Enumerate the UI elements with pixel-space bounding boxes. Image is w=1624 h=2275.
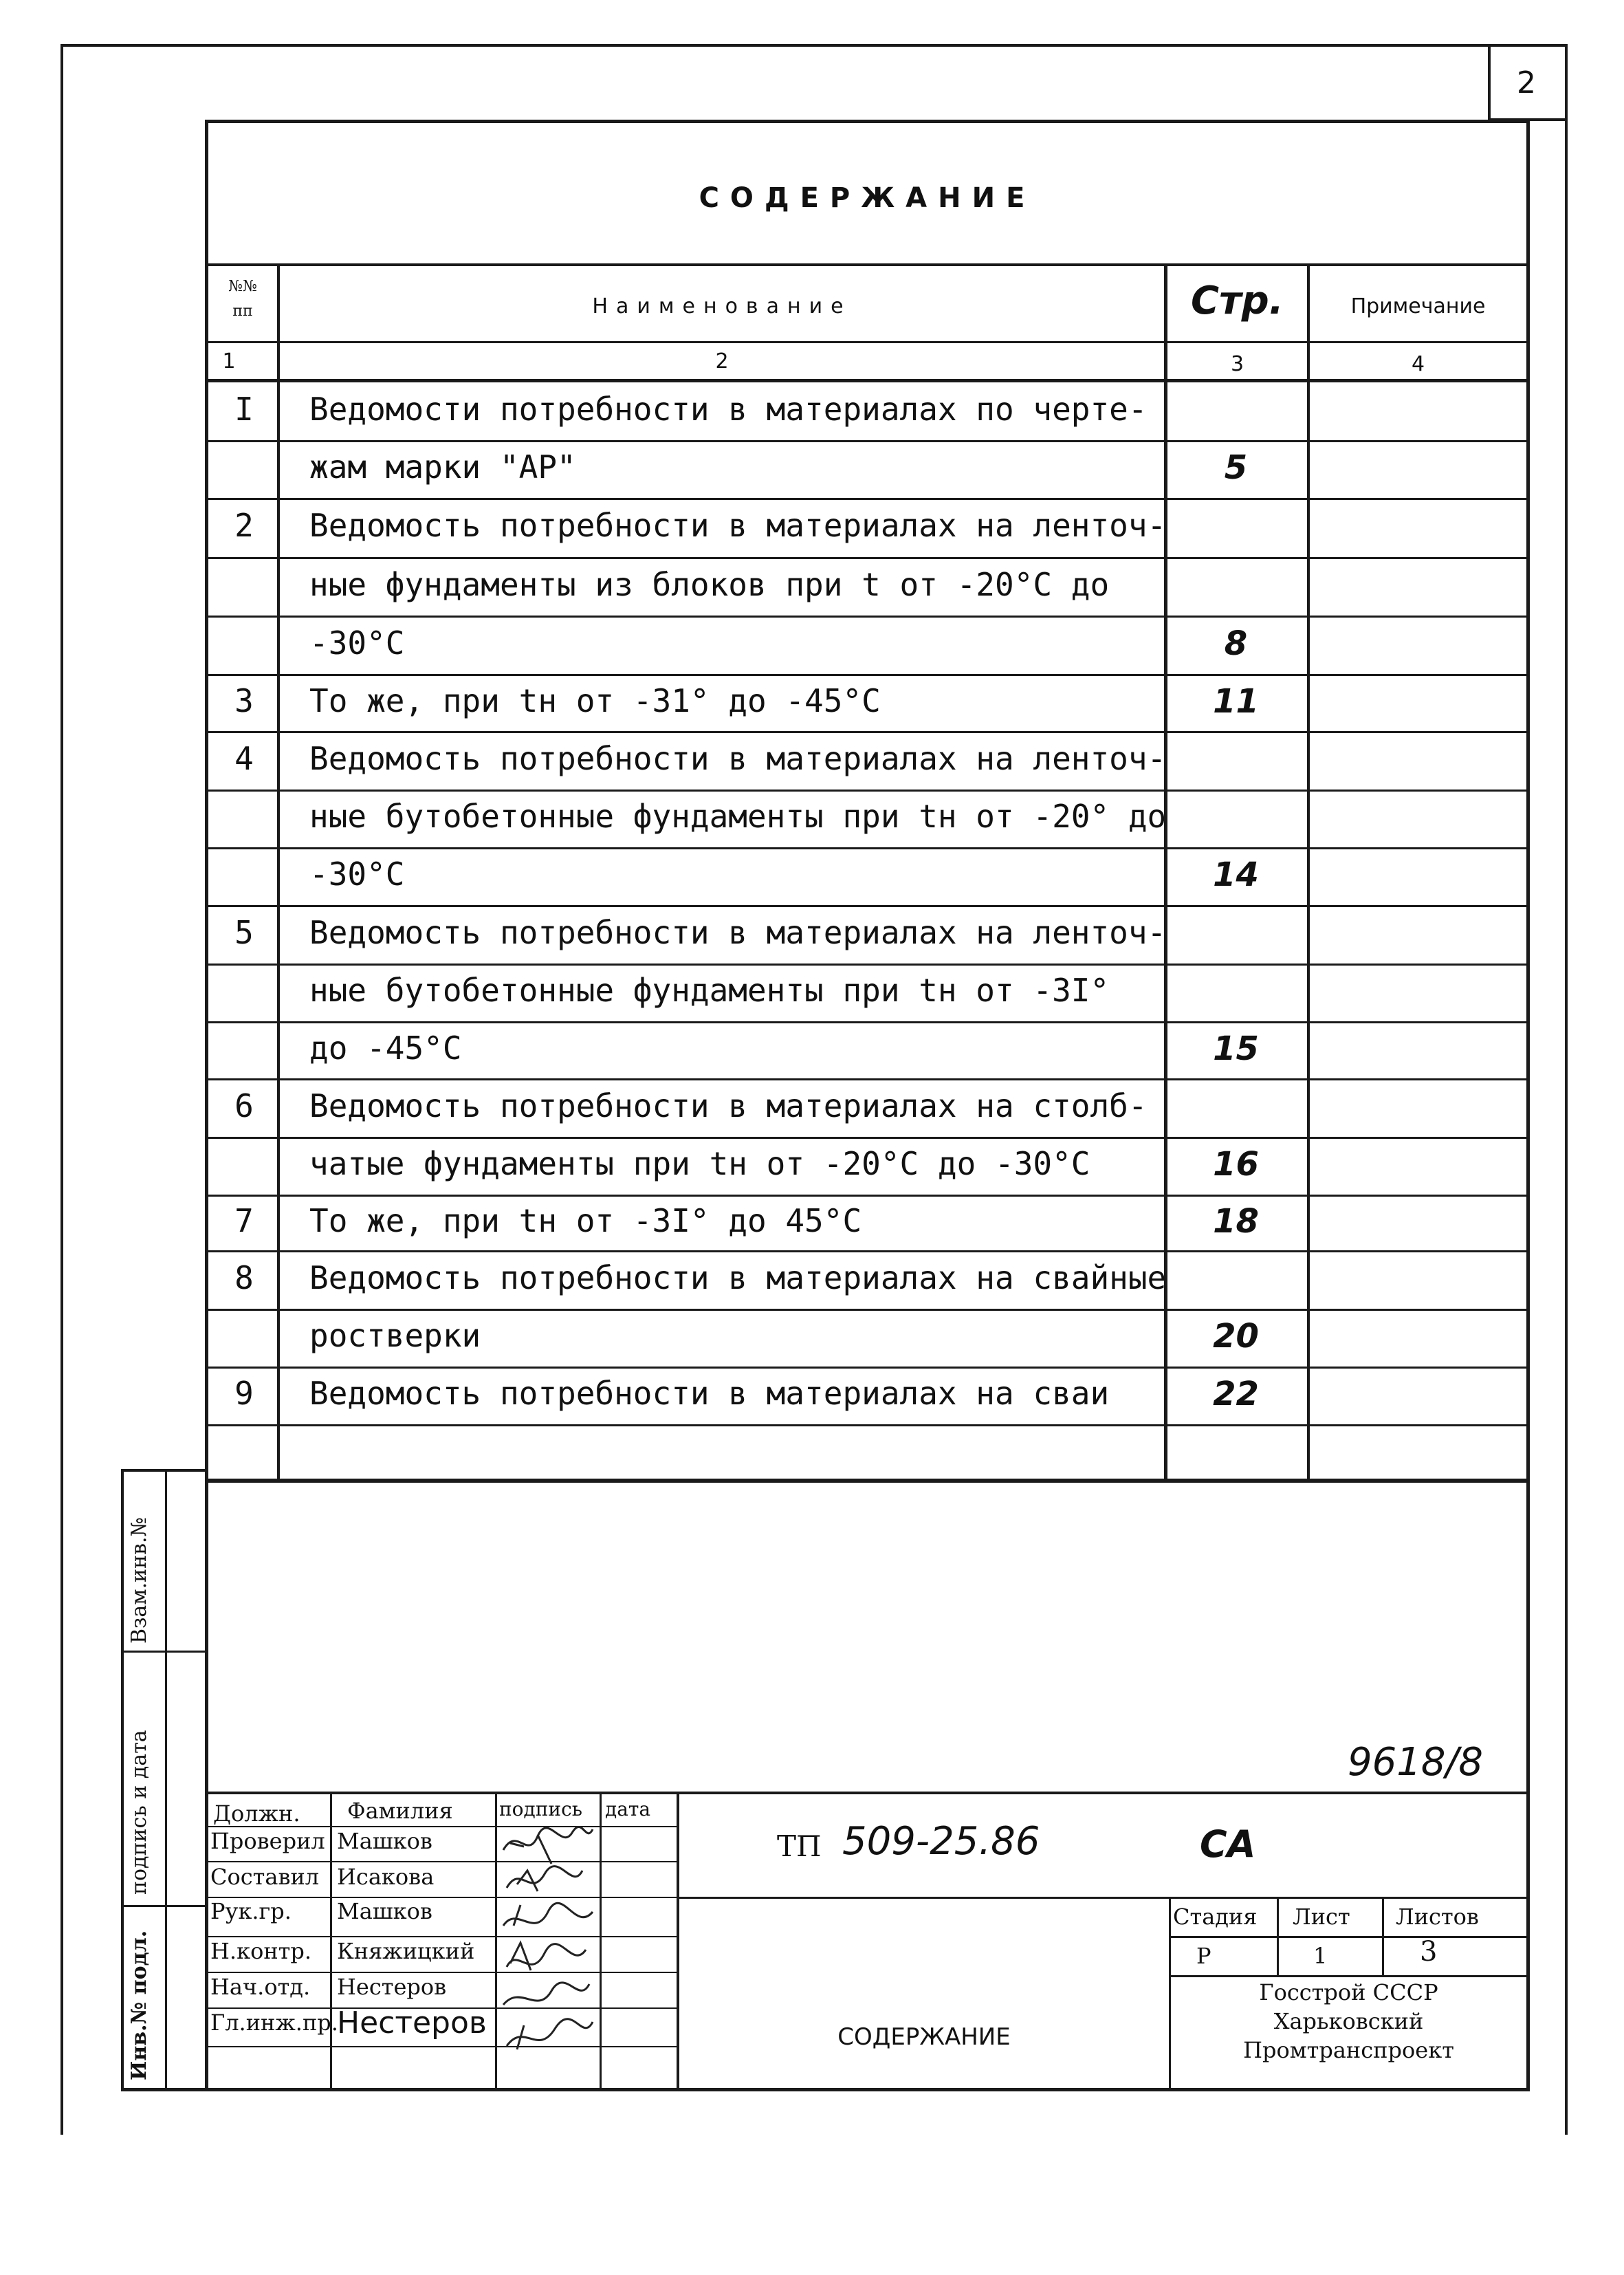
row-text: до -45°С bbox=[309, 1029, 462, 1067]
table-top-rule bbox=[205, 263, 1528, 266]
tb-stage-col-1 bbox=[1277, 1897, 1279, 1977]
tb-surname: Княжицкий bbox=[337, 1938, 475, 1964]
row-rule bbox=[205, 964, 1528, 966]
col-number-1: 1 bbox=[222, 349, 236, 373]
main-frame-left bbox=[205, 120, 208, 2091]
row-rule bbox=[205, 1250, 1528, 1252]
row-rule bbox=[205, 731, 1528, 733]
stage-value: Р bbox=[1196, 1943, 1211, 1969]
row-text: То же, при tн от -31° до -45°С bbox=[309, 682, 881, 719]
main-frame-top bbox=[205, 120, 1528, 123]
row-text: -30°С bbox=[309, 624, 405, 662]
org-line-2: Харьковский bbox=[1273, 2008, 1424, 2034]
sheet-title: СОДЕРЖАНИЕ bbox=[837, 2023, 1011, 2051]
tb-row-rule bbox=[208, 1861, 677, 1862]
row-text: Ведомости потребности в материалах по черте- bbox=[309, 391, 1148, 428]
row-page: 11 bbox=[1213, 682, 1259, 721]
row-page: 5 bbox=[1224, 448, 1248, 487]
tb-row-rule bbox=[208, 1972, 677, 1973]
page-number: 2 bbox=[1517, 65, 1536, 100]
side-stamp-rule-2 bbox=[121, 1905, 208, 1907]
header-name: Наименование bbox=[592, 294, 852, 318]
tb-surname: Машков bbox=[337, 1828, 432, 1854]
row-rule bbox=[205, 790, 1528, 792]
row-number: 6 bbox=[234, 1087, 254, 1124]
org-line-1: Госстрой СССР bbox=[1259, 1979, 1438, 2005]
row-text: жам марки "АР" bbox=[309, 448, 576, 486]
tb-header-signature: подпись bbox=[499, 1798, 583, 1820]
header-page: Стр. bbox=[1191, 279, 1284, 323]
row-rule bbox=[205, 498, 1528, 500]
row-text: Ведомость потребности в материалах на сваи bbox=[309, 1375, 1110, 1412]
row-rule bbox=[205, 1078, 1528, 1080]
tb-stage-col-2 bbox=[1382, 1897, 1384, 1977]
header-num-line2: пп bbox=[232, 303, 253, 320]
main-frame-right bbox=[1526, 120, 1530, 2091]
tb-surname: Машков bbox=[337, 1898, 432, 1924]
row-text: Ведомость потребности в материалах на ленточ- bbox=[309, 913, 1167, 951]
row-number: 9 bbox=[234, 1375, 254, 1412]
tb-role: Проверил bbox=[210, 1828, 325, 1854]
title-block-top bbox=[205, 1792, 1528, 1794]
tb-surname: Исакова bbox=[337, 1864, 435, 1890]
tb-header-position: Должн. bbox=[213, 1800, 300, 1827]
sheet-value: 1 bbox=[1313, 1943, 1328, 1969]
tb-surname: Нестеров bbox=[337, 2005, 487, 2040]
page-number-box-left bbox=[1488, 44, 1491, 120]
row-number: 5 bbox=[234, 913, 254, 951]
row-number: 7 bbox=[234, 1201, 254, 1239]
outer-frame-top bbox=[61, 44, 1568, 47]
tb-stage-rule-2 bbox=[1169, 1975, 1528, 1977]
archive-number: 9618/8 bbox=[1348, 1740, 1484, 1785]
row-rule bbox=[205, 1424, 1528, 1426]
org-line-3: Промтранспроект bbox=[1243, 2037, 1454, 2063]
main-frame-bottom bbox=[121, 2088, 1530, 2091]
row-page: 22 bbox=[1213, 1375, 1259, 1413]
outer-frame-left bbox=[61, 44, 63, 2135]
row-number: I bbox=[234, 391, 254, 428]
row-text: То же, при tн от -3I° до 45°С bbox=[309, 1201, 862, 1239]
row-text: Ведомость потребности в материалах на ленточ- bbox=[309, 739, 1167, 777]
side-stamp-rule-1 bbox=[121, 1651, 208, 1653]
tb-role: Нач.отд. bbox=[210, 1974, 311, 2000]
col-number-3: 3 bbox=[1230, 352, 1244, 376]
row-rule bbox=[205, 1367, 1528, 1369]
side-stamp-divider bbox=[165, 1469, 167, 2091]
colnum-rule bbox=[205, 379, 1528, 382]
row-rule bbox=[205, 557, 1528, 559]
row-rule bbox=[205, 847, 1528, 849]
row-page: 14 bbox=[1213, 856, 1259, 894]
row-number: 4 bbox=[234, 739, 254, 777]
table-bottom-rule bbox=[205, 1479, 1528, 1481]
tb-role: Рук.гр. bbox=[210, 1898, 292, 1924]
sheets-value: 3 bbox=[1420, 1936, 1438, 1968]
tb-stage-rule-1 bbox=[1169, 1936, 1528, 1938]
row-rule bbox=[205, 1021, 1528, 1023]
stage-label: Стадия bbox=[1173, 1904, 1258, 1930]
header-note: Примечание bbox=[1350, 294, 1486, 318]
sheet-label: Лист bbox=[1293, 1904, 1350, 1930]
row-page: 15 bbox=[1213, 1029, 1259, 1068]
tb-surname: Нестеров bbox=[337, 1974, 447, 2000]
side-label-sign-date: подпись и дата bbox=[127, 1730, 151, 1895]
row-rule bbox=[205, 1137, 1528, 1139]
row-page: 8 bbox=[1224, 624, 1248, 663]
row-rule bbox=[205, 1309, 1528, 1311]
signature-scribbles bbox=[496, 1822, 600, 2087]
row-text: ростверки bbox=[309, 1317, 481, 1354]
page-title: СОДЕРЖАНИЕ bbox=[699, 182, 1036, 214]
row-number: 8 bbox=[234, 1259, 254, 1296]
row-number: 2 bbox=[234, 507, 254, 544]
row-rule bbox=[205, 674, 1528, 676]
row-text: Ведомость потребности в материалах на ленточ- bbox=[309, 507, 1167, 544]
header-rule bbox=[205, 341, 1528, 343]
side-stamp-left bbox=[121, 1469, 124, 2091]
row-text: ные фундаменты из блоков при t от -20°С до bbox=[309, 565, 1110, 603]
tb-col-1 bbox=[330, 1792, 332, 2089]
doc-number: 509-25.86 bbox=[842, 1819, 1040, 1864]
col-rule-1 bbox=[277, 263, 280, 1481]
col-number-2: 2 bbox=[715, 349, 729, 373]
row-rule bbox=[205, 1195, 1528, 1197]
row-page: 20 bbox=[1213, 1317, 1259, 1356]
row-text: -30°С bbox=[309, 856, 405, 893]
header-num-line1: №№ bbox=[228, 278, 257, 295]
tb-row-rule bbox=[208, 1936, 677, 1937]
tb-header-surname: Фамилия bbox=[347, 1798, 453, 1824]
row-text: ные бутобетонные фундаменты при tн от -20° до bbox=[309, 798, 1167, 835]
tb-role: Составил bbox=[210, 1864, 320, 1890]
tb-header-date: дата bbox=[605, 1798, 651, 1820]
tb-role: Н.контр. bbox=[210, 1938, 312, 1964]
tb-col-3 bbox=[600, 1792, 602, 2089]
tb-code-bottom bbox=[677, 1897, 1528, 1899]
outer-frame-right bbox=[1565, 44, 1568, 2135]
row-number: 3 bbox=[234, 682, 254, 719]
row-page: 16 bbox=[1213, 1145, 1259, 1184]
row-text: чатые фундаменты при tн от -20°С до -30°С bbox=[309, 1145, 1090, 1182]
doc-code: ТП bbox=[777, 1829, 822, 1863]
row-page: 18 bbox=[1213, 1201, 1259, 1241]
side-label-replace-inv: Взам.инв.№ bbox=[127, 1517, 151, 1644]
col-number-4: 4 bbox=[1411, 352, 1425, 376]
doc-mark: СА bbox=[1200, 1822, 1256, 1866]
row-rule bbox=[205, 440, 1528, 442]
sheets-label: Листов bbox=[1396, 1904, 1479, 1930]
col-rule-3 bbox=[1307, 263, 1310, 1481]
side-label-inv-orig: Инв.№ подл. bbox=[127, 1930, 151, 2080]
tb-row-rule bbox=[208, 2046, 677, 2047]
row-rule bbox=[205, 616, 1528, 618]
row-text: ные бутобетонные фундаменты при tн от -3I° bbox=[309, 972, 1110, 1009]
row-text: Ведомость потребности в материалах на столб- bbox=[309, 1087, 1148, 1124]
row-text: Ведомость потребности в материалах на свайные bbox=[309, 1259, 1167, 1296]
row-rule bbox=[205, 905, 1528, 907]
tb-role: Гл.инж.пр. bbox=[210, 2010, 338, 2036]
